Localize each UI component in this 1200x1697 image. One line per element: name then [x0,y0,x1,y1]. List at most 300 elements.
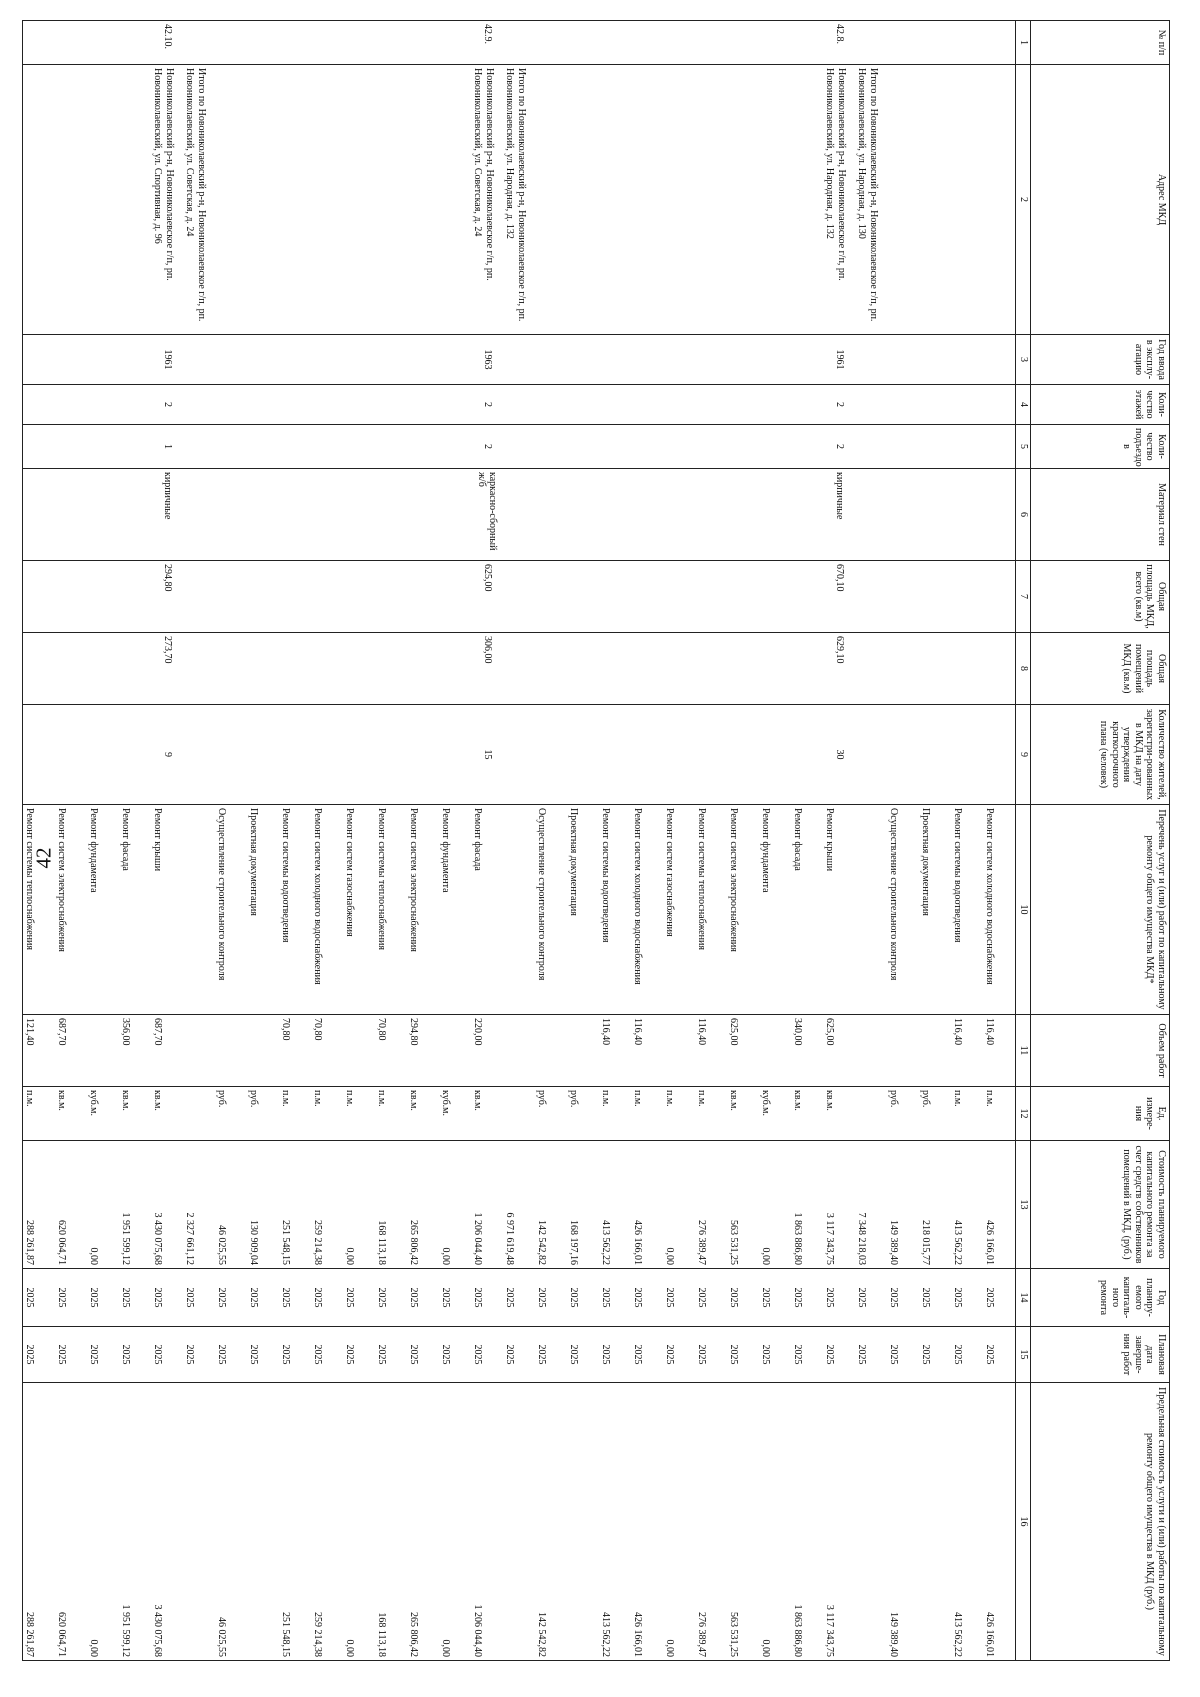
work-volume-cell [503,1015,535,1087]
limit-cost-cell [503,1383,535,1661]
row-number-cell [215,21,247,65]
residents-cell [567,705,599,805]
entrances-cell [247,425,279,469]
limit-cost-cell: 0,00 [439,1383,471,1661]
entrances-cell [503,425,535,469]
row-number-cell [919,21,951,65]
table-row [247,21,279,1661]
wall-material-cell [535,469,567,561]
plan-year-cell: 2025 [855,1269,887,1327]
entrances-cell [55,425,87,469]
year-cell [183,335,215,385]
row-number-cell [983,21,1016,65]
entrances-cell [631,425,663,469]
end-date-cell: 2025 [823,1327,855,1383]
table-row [375,21,407,1661]
work-type-cell: Ремонт систем газоснабжения [343,805,375,1015]
column-number: 13 [1016,1141,1031,1269]
column-number: 3 [1016,335,1031,385]
table-row [439,21,471,1661]
address-cell [119,65,151,335]
planned-cost-cell: 276 389,47 [695,1141,727,1269]
work-type-cell: Ремонт систем электроснабжения [55,805,87,1015]
floors-cell [23,385,56,425]
year-cell [279,335,311,385]
wall-material-cell [55,469,87,561]
plan-year-cell: 2025 [759,1269,791,1327]
plan-year-cell: 2025 [215,1269,247,1327]
column-header: № п/п [1031,21,1170,65]
planned-cost-cell: 1 863 886,80 [791,1141,823,1269]
address-cell [535,65,567,335]
entrances-cell [567,425,599,469]
unit-cell: п.м. [951,1087,983,1141]
column-header: Коли-чество этажей [1031,385,1170,425]
total-area-cell [759,561,791,633]
limit-cost-cell: 563 531,25 [727,1383,759,1661]
residents-cell [951,705,983,805]
end-date-cell: 2025 [375,1327,407,1383]
floors-cell: 2 [471,385,503,425]
planned-cost-cell: 620 064,71 [55,1141,87,1269]
entrances-cell [183,425,215,469]
wall-material-cell [375,469,407,561]
floors-cell [759,385,791,425]
column-number: 11 [1016,1015,1031,1087]
row-number-cell [631,21,663,65]
address-cell [247,65,279,335]
unit-cell [183,1087,215,1141]
rooms-area-cell [919,633,951,705]
planned-cost-cell: 168 197,16 [567,1141,599,1269]
rooms-area-cell [407,633,439,705]
unit-cell: п.м. [375,1087,407,1141]
work-volume-cell: 121,40 [23,1015,56,1087]
limit-cost-cell: 426 166,01 [983,1383,1016,1661]
unit-cell: кв.м. [55,1087,87,1141]
table-row [119,21,151,1661]
residents-cell [87,705,119,805]
address-cell [567,65,599,335]
work-type-cell: Ремонт фасада [119,805,151,1015]
year-cell [55,335,87,385]
table-row [663,21,695,1661]
work-volume-cell [567,1015,599,1087]
residents-cell [343,705,375,805]
table-row [695,21,727,1661]
total-area-cell [503,561,535,633]
rooms-area-cell [23,633,56,705]
year-cell [919,335,951,385]
wall-material-cell [343,469,375,561]
work-type-cell: Осуществление строительного контроля [887,805,919,1015]
year-cell [951,335,983,385]
end-date-cell: 2025 [311,1327,343,1383]
column-header: Адрес МКД [1031,65,1170,335]
row-number-cell [727,21,759,65]
planned-cost-cell: 0,00 [87,1141,119,1269]
wall-material-cell [215,469,247,561]
address-cell [983,65,1016,335]
year-cell [375,335,407,385]
limit-cost-cell: 0,00 [759,1383,791,1661]
entrances-cell [87,425,119,469]
plan-year-cell: 2025 [407,1269,439,1327]
planned-cost-cell: 2 327 661,12 [183,1141,215,1269]
end-date-cell: 2025 [919,1327,951,1383]
total-area-cell [23,561,56,633]
work-type-cell: Ремонт системы водоотведения [279,805,311,1015]
work-volume-cell [887,1015,919,1087]
limit-cost-cell: 426 166,01 [631,1383,663,1661]
column-header: Общая площадь МКД, всего (кв.м) [1031,561,1170,633]
rooms-area-cell [759,633,791,705]
work-volume-cell [663,1015,695,1087]
end-date-cell: 2025 [727,1327,759,1383]
wall-material-cell: кирпичные [151,469,183,561]
work-volume-cell [919,1015,951,1087]
floors-cell [791,385,823,425]
entrances-cell [855,425,887,469]
planned-cost-cell: 413 562,22 [951,1141,983,1269]
residents-cell [279,705,311,805]
year-cell [727,335,759,385]
floors-cell [311,385,343,425]
table-row [791,21,823,1661]
address-cell: Новониколаевский р-н, Новониколаевское г/п, рп. Новониколаевский, ул. Народная, д. 132 [823,65,855,335]
residents-cell [919,705,951,805]
column-header: Год планиру-емого капиталь-ного ремонта [1031,1269,1170,1327]
rooms-area-cell [55,633,87,705]
work-type-cell: Ремонт систем холодного водоснабжения [983,805,1016,1015]
floors-cell [567,385,599,425]
unit-cell: руб. [247,1087,279,1141]
unit-cell: кв.м. [823,1087,855,1141]
year-cell [855,335,887,385]
entrances-cell [535,425,567,469]
rooms-area-cell [663,633,695,705]
plan-year-cell: 2025 [631,1269,663,1327]
address-cell [343,65,375,335]
year-cell [695,335,727,385]
rooms-area-cell [375,633,407,705]
work-type-cell: Ремонт систем электроснабжения [727,805,759,1015]
total-area-cell [535,561,567,633]
column-number: 9 [1016,705,1031,805]
row-number-cell: 42.9. [471,21,503,65]
wall-material-cell [567,469,599,561]
unit-cell: кв.м. [471,1087,503,1141]
work-type-cell: Ремонт крыши [823,805,855,1015]
plan-year-cell: 2025 [439,1269,471,1327]
plan-year-cell: 2025 [23,1269,56,1327]
residents-cell [791,705,823,805]
work-volume-cell: 294,80 [407,1015,439,1087]
planned-cost-cell: 0,00 [663,1141,695,1269]
work-volume-cell [247,1015,279,1087]
limit-cost-cell: 168 113,18 [375,1383,407,1661]
residents-cell [887,705,919,805]
planned-cost-cell: 168 113,18 [375,1141,407,1269]
limit-cost-cell: 259 214,38 [311,1383,343,1661]
unit-cell: п.м. [23,1087,56,1141]
total-area-cell: 670,10 [823,561,855,633]
unit-cell: п.м. [631,1087,663,1141]
work-type-cell: Ремонт системы водоотведения [599,805,631,1015]
work-type-cell: Проектная документация [247,805,279,1015]
repair-plan-sheet [24,20,1170,1660]
column-number: 5 [1016,425,1031,469]
column-header: Предельная стоимость услуги и (или) работы по капитальному ремонту общего имущества в МКД (руб.) [1031,1383,1170,1661]
rooms-area-cell [503,633,535,705]
total-area-cell [343,561,375,633]
row-number-cell [311,21,343,65]
planned-cost-cell: 6 971 619,48 [503,1141,535,1269]
limit-cost-cell: 1 206 044,40 [471,1383,503,1661]
work-type-cell [855,805,887,1015]
row-number-cell [247,21,279,65]
rooms-area-cell [727,633,759,705]
plan-year-cell: 2025 [983,1269,1016,1327]
floors-cell [119,385,151,425]
wall-material-cell [887,469,919,561]
address-cell [311,65,343,335]
plan-year-cell: 2025 [247,1269,279,1327]
unit-cell: п.м. [343,1087,375,1141]
limit-cost-cell: 0,00 [663,1383,695,1661]
limit-cost-cell: 3 117 343,75 [823,1383,855,1661]
floors-cell [439,385,471,425]
unit-cell: кв.м. [119,1087,151,1141]
work-type-cell [503,805,535,1015]
row-number-cell [759,21,791,65]
table-row [343,21,375,1661]
entrances-cell [407,425,439,469]
planned-cost-cell: 149 389,40 [887,1141,919,1269]
work-type-cell: Ремонт фасада [791,805,823,1015]
wall-material-cell [311,469,343,561]
wall-material-cell [759,469,791,561]
wall-material-cell [439,469,471,561]
work-type-cell [183,805,215,1015]
limit-cost-cell: 265 806,42 [407,1383,439,1661]
column-number: 2 [1016,65,1031,335]
unit-cell: п.м. [311,1087,343,1141]
plan-year-cell: 2025 [503,1269,535,1327]
work-type-cell: Ремонт систем газоснабжения [663,805,695,1015]
work-type-cell: Ремонт систем холодного водоснабжения [311,805,343,1015]
work-volume-cell: 116,40 [951,1015,983,1087]
work-type-cell: Ремонт фундамента [87,805,119,1015]
work-volume-cell: 116,40 [631,1015,663,1087]
total-area-cell [567,561,599,633]
total-area-cell [183,561,215,633]
residents-cell: 15 [471,705,503,805]
limit-cost-cell: 288 261,87 [23,1383,56,1661]
unit-cell: руб. [535,1087,567,1141]
year-cell [439,335,471,385]
residents-cell [983,705,1016,805]
row-number-cell [375,21,407,65]
plan-year-cell: 2025 [887,1269,919,1327]
row-number-cell [119,21,151,65]
address-cell [695,65,727,335]
residents-cell [311,705,343,805]
column-number: 12 [1016,1087,1031,1141]
table-row [23,21,56,1661]
work-type-cell: Проектная документация [919,805,951,1015]
limit-cost-cell: 1 863 886,80 [791,1383,823,1661]
table-row [183,21,215,1661]
entrances-cell: 1 [151,425,183,469]
year-cell [343,335,375,385]
end-date-cell: 2025 [151,1327,183,1383]
column-header: Год ввода в эксплу-атацию [1031,335,1170,385]
planned-cost-cell: 1 206 044,40 [471,1141,503,1269]
end-date-cell: 2025 [439,1327,471,1383]
work-type-cell: Ремонт фундамента [439,805,471,1015]
row-number-cell [55,21,87,65]
address-cell: Новониколаевский р-н, Новониколаевское г/п, рп. Новониколаевский, ул. Советская, д. 24 [471,65,503,335]
work-type-cell: Ремонт фундамента [759,805,791,1015]
wall-material-cell: каркасно-сборный ж/б [471,469,503,561]
entrances-cell [791,425,823,469]
end-date-cell: 2025 [215,1327,247,1383]
planned-cost-cell: 413 562,22 [599,1141,631,1269]
work-volume-cell [439,1015,471,1087]
rooms-area-cell [951,633,983,705]
work-type-cell: Осуществление строительного контроля [535,805,567,1015]
unit-cell: руб. [215,1087,247,1141]
address-cell [727,65,759,335]
table-row [279,21,311,1661]
unit-cell: куб.м. [87,1087,119,1141]
year-cell [631,335,663,385]
planned-cost-cell: 0,00 [439,1141,471,1269]
address-cell [439,65,471,335]
entrances-cell [759,425,791,469]
year-cell [983,335,1016,385]
table-row [55,21,87,1661]
plan-year-cell: 2025 [599,1269,631,1327]
residents-cell [439,705,471,805]
table-row [215,21,247,1661]
work-volume-cell: 625,00 [727,1015,759,1087]
work-type-cell: Ремонт фасада [471,805,503,1015]
work-volume-cell: 116,40 [695,1015,727,1087]
planned-cost-cell: 3 117 343,75 [823,1141,855,1269]
plan-year-cell: 2025 [535,1269,567,1327]
entrances-cell [887,425,919,469]
plan-year-cell: 2025 [119,1269,151,1327]
work-type-cell: Ремонт системы теплоснабжения [375,805,407,1015]
rooms-area-cell [247,633,279,705]
work-volume-cell: 356,00 [119,1015,151,1087]
row-number-cell [439,21,471,65]
planned-cost-cell: 426 166,01 [983,1141,1016,1269]
entrances-cell [919,425,951,469]
total-area-cell [55,561,87,633]
column-number: 16 [1016,1383,1031,1661]
total-area-cell [215,561,247,633]
residents-cell [23,705,56,805]
work-volume-cell [87,1015,119,1087]
rooms-area-cell: 273,70 [151,633,183,705]
end-date-cell: 2025 [631,1327,663,1383]
floors-cell: 2 [823,385,855,425]
plan-year-cell: 2025 [823,1269,855,1327]
column-number: 6 [1016,469,1031,561]
address-cell [279,65,311,335]
year-cell [119,335,151,385]
unit-cell: кв.м. [407,1087,439,1141]
work-type-cell: Осуществление строительного контроля [215,805,247,1015]
limit-cost-cell: 142 542,82 [535,1383,567,1661]
address-cell: Итого по Новониколаевский р-н, Новониколаевское г/п, рп. Новониколаевский, ул. Народная, д. 130 [855,65,887,335]
header-row [1031,21,1170,1661]
column-number: 7 [1016,561,1031,633]
unit-cell: руб. [567,1087,599,1141]
work-volume-cell [855,1015,887,1087]
end-date-cell: 2025 [791,1327,823,1383]
total-area-cell [599,561,631,633]
residents-cell [215,705,247,805]
table-row [727,21,759,1661]
repair-plan-table [22,20,1170,1661]
total-area-cell: 294,80 [151,561,183,633]
column-header: Коли-чество подъездо в [1031,425,1170,469]
address-cell [951,65,983,335]
limit-cost-cell: 46 025,55 [215,1383,247,1661]
limit-cost-cell: 276 389,47 [695,1383,727,1661]
year-cell [567,335,599,385]
end-date-cell: 2025 [279,1327,311,1383]
year-cell: 1961 [151,335,183,385]
address-cell [23,65,56,335]
column-header: Количество жителей, зарегистри-рованных в МКД на дату утверждения краткосрочного плана (человек) [1031,705,1170,805]
unit-cell: п.м. [695,1087,727,1141]
unit-cell [503,1087,535,1141]
row-number-cell [535,21,567,65]
residents-cell [55,705,87,805]
planned-cost-cell: 288 261,87 [23,1141,56,1269]
end-date-cell: 2025 [695,1327,727,1383]
row-number-cell: 42.8. [823,21,855,65]
end-date-cell: 2025 [951,1327,983,1383]
residents-cell [183,705,215,805]
row-number-cell [663,21,695,65]
wall-material-cell [951,469,983,561]
floors-cell [407,385,439,425]
row-number-cell [599,21,631,65]
wall-material-cell [503,469,535,561]
end-date-cell: 2025 [759,1327,791,1383]
end-date-cell: 2025 [119,1327,151,1383]
end-date-cell: 2025 [855,1327,887,1383]
rooms-area-cell: 629,10 [823,633,855,705]
table-row [951,21,983,1661]
floors-cell [503,385,535,425]
total-area-cell [119,561,151,633]
year-cell [599,335,631,385]
floors-cell [55,385,87,425]
residents-cell: 30 [823,705,855,805]
entrances-cell [279,425,311,469]
unit-cell: п.м. [663,1087,695,1141]
floors-cell [663,385,695,425]
floors-cell [599,385,631,425]
work-volume-cell: 70,80 [375,1015,407,1087]
